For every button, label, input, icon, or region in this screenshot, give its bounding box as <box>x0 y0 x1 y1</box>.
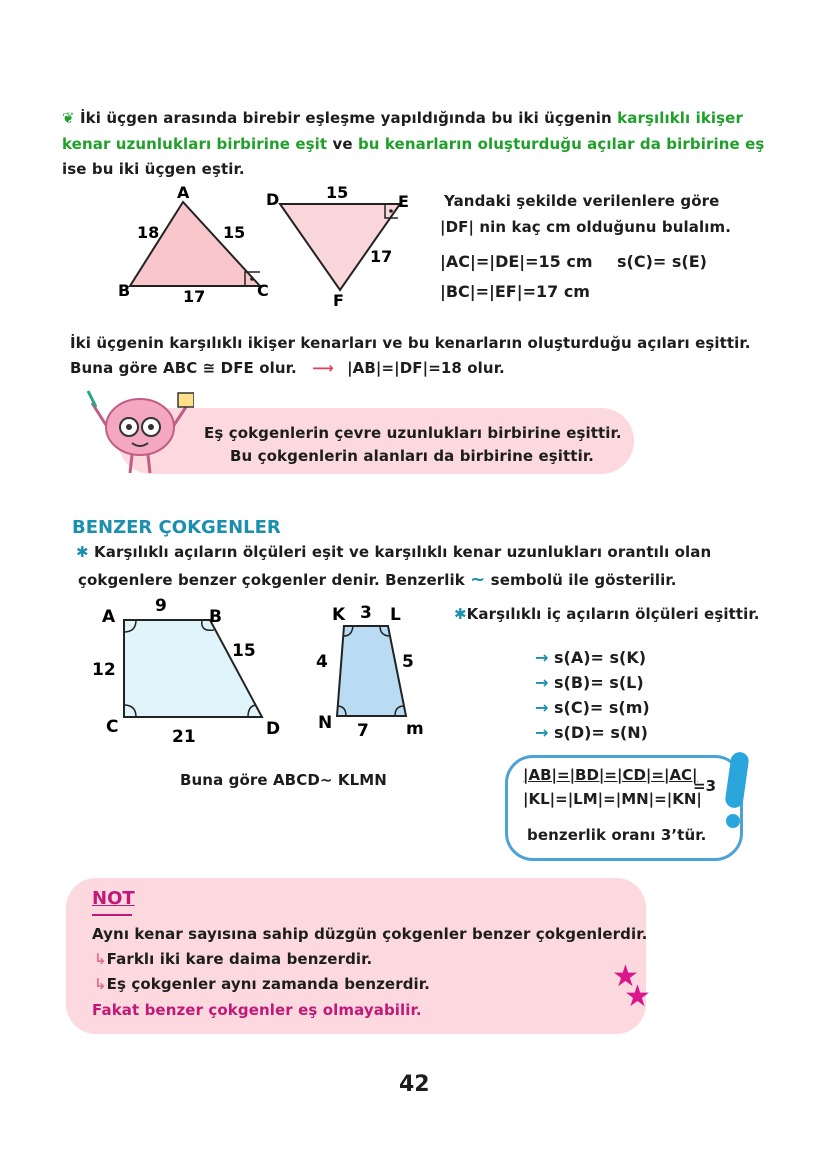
similar-heading: BENZER ÇOKGENLER <box>72 517 281 538</box>
vertex-a: A <box>177 183 190 202</box>
quad1-vertex-a: A <box>102 607 116 627</box>
example-question-1: Yandaki şekilde verilenlere göre <box>444 192 720 210</box>
quad2-vertex-n: N <box>318 713 333 733</box>
quad1-side-ab: 9 <box>155 596 167 616</box>
quad2-side-lm: 5 <box>402 652 414 672</box>
quad1-vertex-c: C <box>106 717 119 737</box>
side-bc-length: 17 <box>183 287 206 306</box>
quad2-vertex-m: m <box>406 719 424 739</box>
intro-line-1: ❦ İki üçgen arasında birebir eşleşme yapıldığında bu iki üçgenin karşılıklı ikişer <box>62 109 743 127</box>
corner-arrow-icon: ↳ <box>94 950 107 968</box>
leaf-bullet-icon: ❦ <box>62 109 75 127</box>
note-line-3: ↳Eş çokgenler aynı zamanda benzerdir. <box>94 975 430 993</box>
ratio-denominator: |KL|=|LM|=|MN|=|KN| <box>523 790 702 808</box>
similarity-result: Buna göre ABCD∼ KLMN <box>180 771 387 789</box>
vertex-b: B <box>118 281 131 300</box>
tip-line-2: Bu çokgenlerin alanları da birbirine eşittir. <box>230 447 594 465</box>
vertex-f: F <box>333 291 344 310</box>
angles-title: ✱Karşılıklı iç açıların ölçüleri eşittir. <box>454 605 760 623</box>
quad2-side-kn: 4 <box>316 652 328 672</box>
side-ac-length: 15 <box>223 223 246 242</box>
bullet-icon: ✱ <box>76 543 89 561</box>
arrow-icon: → <box>535 673 549 692</box>
note-line-2: ↳Farklı iki kare daima benzerdir. <box>94 950 373 968</box>
ratio-value: =3 <box>693 777 717 795</box>
conclusion-line-1: İki üçgenin karşılıklı ikişer kenarları ve bu kenarların oluşturduğu açıları eşittir. <box>70 334 751 352</box>
tip-line-1: Eş çokgenlerin çevre uzunlukları birbirine eşittir. <box>204 424 622 442</box>
side-ef-length: 17 <box>370 247 393 266</box>
quadrilateral-abcd <box>124 620 262 717</box>
bullet-icon: ✱ <box>454 605 467 623</box>
stars-icon: ★ ★ <box>612 959 651 1014</box>
angle-eq-4: → s(D)= s(N) <box>535 723 648 742</box>
corner-arrow-icon: ↳ <box>94 975 107 993</box>
exclamation-dot-icon <box>726 814 740 828</box>
angle-eq-3: → s(C)= s(m) <box>535 698 650 717</box>
note-title-underline <box>92 914 132 916</box>
vertex-e: E <box>398 192 409 211</box>
vertex-c: C <box>257 281 269 300</box>
example-equation-1: |AC|=|DE|=15 cm <box>440 252 593 271</box>
example-equation-2: s(C)= s(E) <box>617 252 707 271</box>
note-line-1: Aynı kenar sayısına sahip düzgün çokgenler benzer çokgenlerdir. <box>92 925 648 943</box>
angle-eq-2: → s(B)= s(L) <box>535 673 644 692</box>
quad2-side-nm: 7 <box>357 721 369 741</box>
similar-definition-1: ✱ Karşılıklı açıların ölçüleri eşit ve karşılıklı kenar uzunlukları orantılı olan <box>76 543 712 561</box>
ratio-numerator: |AB|=|BD|=|CD|=|AC| <box>523 766 698 784</box>
similar-polygons-figure <box>88 592 440 752</box>
quadrilateral-klmn <box>337 626 406 716</box>
quad1-vertex-b: B <box>209 607 222 627</box>
similar-definition-2: çokgenlere benzer çokgenler denir. Benzerlik ~ sembolü ile gösterilir. <box>78 569 677 590</box>
example-equation-3: |BC|=|EF|=17 cm <box>440 282 590 301</box>
vertex-d: D <box>266 190 280 209</box>
side-ab-length: 18 <box>137 223 160 242</box>
quad1-vertex-d: D <box>266 719 281 739</box>
congruent-triangles-figure <box>100 180 420 310</box>
arrow-icon: → <box>535 698 549 717</box>
ratio-text: benzerlik oranı 3’tür. <box>527 826 707 844</box>
quad1-side-ac: 12 <box>92 660 116 680</box>
arrow-icon: → <box>535 723 549 742</box>
arrow-icon: → <box>535 648 549 667</box>
intro-line-3: ise bu iki üçgen eştir. <box>62 160 245 178</box>
quad1-side-bd: 15 <box>232 641 256 661</box>
example-question-2: |DF| nin kaç cm olduğunu bulalım. <box>440 218 732 236</box>
side-de-length: 15 <box>326 183 349 202</box>
quad2-vertex-l: L <box>390 605 401 625</box>
note-line-4: Fakat benzer çokgenler eş olmayabilir. <box>92 1001 422 1019</box>
quad1-side-cd: 21 <box>172 727 196 747</box>
quad2-side-kl: 3 <box>360 603 372 623</box>
intro-line-2: kenar uzunlukları birbirine eşit ve bu kenarların oluşturduğu açılar da birbirine eş <box>62 135 765 153</box>
triangle-abc <box>130 202 260 286</box>
page-number: 42 <box>399 1072 430 1097</box>
angle-eq-1: → s(A)= s(K) <box>535 648 647 667</box>
red-arrow-icon: ⟶ <box>312 359 334 377</box>
brain-mascot-icon <box>82 385 194 477</box>
note-title: NOT <box>92 888 135 909</box>
conclusion-line-2: Buna göre ABC ≅ DFE olur. ⟶ |AB|=|DF|=18 olur. <box>70 359 505 377</box>
similarity-symbol: ~ <box>470 569 486 590</box>
quad2-vertex-k: K <box>332 605 346 625</box>
